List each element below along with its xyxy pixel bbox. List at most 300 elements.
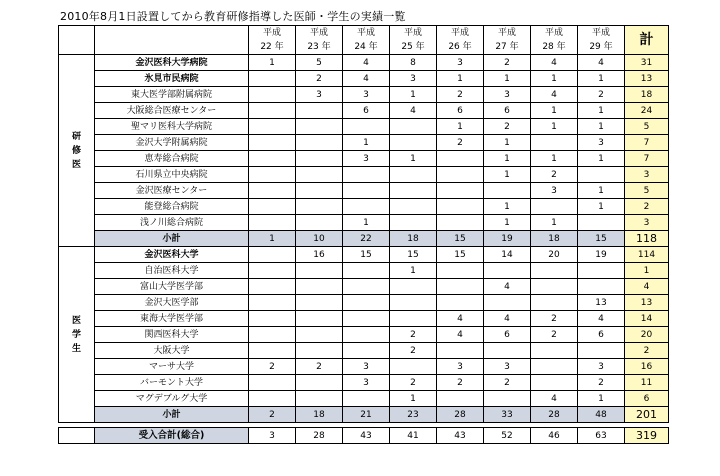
value-cell	[249, 167, 296, 183]
institution-name: 富山大学医学部	[95, 279, 249, 295]
institution-name: 東大医学部附属病院	[95, 87, 249, 103]
value-cell: 20	[531, 247, 578, 263]
value-cell	[296, 327, 343, 343]
table-row	[59, 215, 669, 231]
year-era-label: 平成	[497, 28, 516, 38]
subtotal-value-cell: 28	[531, 407, 578, 423]
year-header	[343, 26, 390, 55]
row-total-cell: 24	[625, 103, 669, 119]
value-cell	[249, 375, 296, 391]
row-total-cell: 31	[625, 55, 669, 71]
value-cell: 1	[531, 119, 578, 135]
year-era-label: 平成	[591, 28, 610, 38]
value-cell: 4	[437, 311, 484, 327]
subtotal-value-cell: 19	[484, 231, 531, 247]
grand-total-value-cell: 46	[531, 428, 578, 444]
grand-total-value-cell: 41	[390, 428, 437, 444]
subtotal-row	[59, 231, 669, 247]
value-cell: 1	[531, 71, 578, 87]
year-number-label: 27 年	[495, 42, 519, 52]
row-total-cell: 114	[625, 247, 669, 263]
value-cell	[531, 375, 578, 391]
year-number-label: 24 年	[354, 42, 378, 52]
year-header	[484, 26, 531, 55]
grand-total-value-cell: 43	[437, 428, 484, 444]
value-cell: 1	[343, 135, 390, 151]
subtotal-total-cell: 118	[625, 231, 669, 247]
institution-name: 金沢医療センター	[95, 183, 249, 199]
value-cell: 2	[390, 375, 437, 391]
table-row	[59, 263, 669, 279]
group-label-char: 学	[71, 329, 81, 340]
institution-name: 氷見市民病院	[95, 71, 249, 87]
header-row	[59, 26, 669, 55]
value-cell	[249, 295, 296, 311]
table-row	[59, 199, 669, 215]
subtotal-value-cell: 22	[343, 231, 390, 247]
subtotal-value-cell: 10	[296, 231, 343, 247]
group-label	[59, 247, 95, 423]
value-cell: 1	[484, 199, 531, 215]
value-cell	[390, 135, 437, 151]
value-cell: 1	[343, 215, 390, 231]
grand-total-label: 受入合計(総合)	[95, 428, 249, 444]
subtotal-value-cell: 18	[390, 231, 437, 247]
row-total-cell: 7	[625, 135, 669, 151]
value-cell	[249, 183, 296, 199]
institution-name: 聖マリ医科大学病院	[95, 119, 249, 135]
value-cell	[484, 295, 531, 311]
grand-total-blank	[59, 428, 95, 444]
institution-name: 金沢医科大学病院	[95, 55, 249, 71]
institution-name: 大阪大学	[95, 343, 249, 359]
row-total-cell: 5	[625, 119, 669, 135]
value-cell	[578, 263, 625, 279]
table-row	[59, 247, 669, 263]
value-cell: 3	[343, 375, 390, 391]
year-number-label: 29 年	[589, 42, 613, 52]
value-cell: 2	[531, 327, 578, 343]
row-total-cell: 18	[625, 87, 669, 103]
value-cell	[249, 327, 296, 343]
institution-name: 金沢大学附属病院	[95, 135, 249, 151]
row-total-cell: 11	[625, 375, 669, 391]
value-cell	[390, 119, 437, 135]
year-header	[296, 26, 343, 55]
value-cell	[437, 167, 484, 183]
value-cell	[390, 167, 437, 183]
value-cell	[343, 327, 390, 343]
value-cell: 1	[484, 135, 531, 151]
subtotal-value-cell: 15	[578, 231, 625, 247]
value-cell	[343, 183, 390, 199]
value-cell	[437, 199, 484, 215]
value-cell: 1	[531, 215, 578, 231]
row-total-cell: 1	[625, 263, 669, 279]
table-row	[59, 295, 669, 311]
value-cell: 6	[484, 103, 531, 119]
value-cell	[531, 279, 578, 295]
value-cell: 1	[390, 87, 437, 103]
header-blank	[59, 26, 95, 55]
value-cell	[249, 71, 296, 87]
value-cell	[296, 199, 343, 215]
table-row	[59, 167, 669, 183]
subtotal-value-cell: 18	[531, 231, 578, 247]
row-total-cell: 16	[625, 359, 669, 375]
page-title: 2010年8月1日設置してから教育研修指導した医師・学生の実績一覧	[60, 10, 406, 23]
value-cell: 2	[437, 87, 484, 103]
institution-name: マーサ大学	[95, 359, 249, 375]
value-cell: 3	[390, 71, 437, 87]
value-cell: 3	[437, 359, 484, 375]
value-cell: 3	[484, 87, 531, 103]
value-cell: 4	[437, 327, 484, 343]
institution-name: 金沢医科大学	[95, 247, 249, 263]
group-label-char: 修	[71, 145, 81, 156]
value-cell: 3	[343, 151, 390, 167]
table-row	[59, 87, 669, 103]
value-cell	[249, 311, 296, 327]
row-total-cell: 20	[625, 327, 669, 343]
value-cell: 1	[531, 103, 578, 119]
value-cell	[484, 263, 531, 279]
grand-total-value-cell: 52	[484, 428, 531, 444]
value-cell	[249, 199, 296, 215]
grand-total-value-cell: 28	[296, 428, 343, 444]
value-cell	[531, 343, 578, 359]
value-cell	[296, 391, 343, 407]
value-cell: 2	[531, 167, 578, 183]
group-label-char: 医	[71, 159, 81, 170]
value-cell: 6	[437, 103, 484, 119]
value-cell	[296, 263, 343, 279]
value-cell: 1	[484, 167, 531, 183]
row-total-cell: 2	[625, 343, 669, 359]
year-era-label: 平成	[309, 28, 328, 38]
subtotal-row	[59, 407, 669, 423]
value-cell	[343, 199, 390, 215]
value-cell	[249, 119, 296, 135]
value-cell	[249, 87, 296, 103]
subtotal-value-cell: 33	[484, 407, 531, 423]
value-cell	[390, 295, 437, 311]
table-row	[59, 391, 669, 407]
subtotal-value-cell: 18	[296, 407, 343, 423]
grand-total-value-cell: 3	[249, 428, 296, 444]
year-number-label: 25 年	[401, 42, 425, 52]
row-total-cell: 2	[625, 199, 669, 215]
value-cell	[390, 359, 437, 375]
value-cell	[296, 375, 343, 391]
row-total-cell: 13	[625, 71, 669, 87]
value-cell: 2	[437, 375, 484, 391]
subtotal-value-cell: 28	[437, 407, 484, 423]
value-cell: 3	[343, 359, 390, 375]
value-cell: 2	[249, 359, 296, 375]
value-cell	[531, 199, 578, 215]
subtotal-value-cell: 15	[437, 231, 484, 247]
value-cell	[437, 263, 484, 279]
value-cell: 4	[578, 311, 625, 327]
row-total-cell: 5	[625, 183, 669, 199]
row-total-cell: 13	[625, 295, 669, 311]
value-cell	[343, 391, 390, 407]
value-cell	[249, 279, 296, 295]
year-era-label: 平成	[450, 28, 469, 38]
value-cell	[249, 247, 296, 263]
value-cell	[249, 135, 296, 151]
value-cell	[343, 343, 390, 359]
value-cell: 3	[531, 183, 578, 199]
value-cell: 2	[531, 311, 578, 327]
value-cell	[296, 183, 343, 199]
value-cell: 4	[390, 103, 437, 119]
value-cell: 1	[437, 119, 484, 135]
value-cell	[484, 391, 531, 407]
value-cell: 1	[437, 71, 484, 87]
institution-name: 恵寿総合病院	[95, 151, 249, 167]
subtotal-total-cell: 201	[625, 407, 669, 423]
table-row	[59, 103, 669, 119]
value-cell: 2	[484, 119, 531, 135]
year-era-label: 平成	[403, 28, 422, 38]
year-header	[578, 26, 625, 55]
subtotal-value-cell: 23	[390, 407, 437, 423]
value-cell	[437, 295, 484, 311]
value-cell	[296, 311, 343, 327]
value-cell: 1	[390, 263, 437, 279]
value-cell: 2	[390, 343, 437, 359]
institution-name: 石川県立中央病院	[95, 167, 249, 183]
value-cell	[531, 135, 578, 151]
value-cell: 1	[484, 215, 531, 231]
group-label-char: 医	[71, 315, 81, 326]
value-cell	[296, 119, 343, 135]
group-label	[59, 55, 95, 247]
value-cell: 15	[437, 247, 484, 263]
value-cell: 2	[578, 375, 625, 391]
value-cell: 4	[531, 55, 578, 71]
value-cell: 4	[531, 87, 578, 103]
value-cell	[578, 343, 625, 359]
value-cell	[437, 279, 484, 295]
value-cell	[437, 151, 484, 167]
group-label-char: 研	[71, 131, 81, 142]
value-cell: 2	[484, 375, 531, 391]
grand-total-row	[59, 428, 669, 444]
value-cell: 1	[484, 71, 531, 87]
value-cell	[578, 167, 625, 183]
subtotal-value-cell: 2	[249, 407, 296, 423]
value-cell: 1	[531, 151, 578, 167]
value-cell: 2	[296, 71, 343, 87]
row-total-cell: 3	[625, 167, 669, 183]
table-row	[59, 279, 669, 295]
subtotal-label: 小計	[95, 407, 249, 423]
value-cell	[531, 359, 578, 375]
value-cell: 3	[437, 55, 484, 71]
value-cell	[249, 343, 296, 359]
value-cell: 3	[578, 359, 625, 375]
value-cell	[343, 295, 390, 311]
value-cell: 2	[578, 87, 625, 103]
value-cell: 1	[249, 55, 296, 71]
value-cell: 4	[578, 55, 625, 71]
value-cell: 1	[484, 151, 531, 167]
grand-total-cell: 319	[625, 428, 669, 444]
value-cell: 6	[578, 327, 625, 343]
table-row	[59, 151, 669, 167]
value-cell: 4	[343, 71, 390, 87]
value-cell	[531, 263, 578, 279]
value-cell	[343, 167, 390, 183]
year-header	[437, 26, 484, 55]
value-cell	[296, 279, 343, 295]
value-cell: 15	[390, 247, 437, 263]
table-row	[59, 135, 669, 151]
value-cell: 1	[390, 151, 437, 167]
value-cell	[343, 263, 390, 279]
row-total-cell: 7	[625, 151, 669, 167]
results-table	[58, 25, 669, 444]
value-cell	[437, 183, 484, 199]
value-cell: 3	[578, 135, 625, 151]
value-cell: 4	[531, 391, 578, 407]
year-number-label: 22 年	[260, 42, 284, 52]
value-cell	[390, 199, 437, 215]
institution-name: 関西医科大学	[95, 327, 249, 343]
subtotal-value-cell: 1	[249, 231, 296, 247]
year-number-label: 28 年	[542, 42, 566, 52]
institution-name: 金沢大医学部	[95, 295, 249, 311]
year-era-label: 平成	[262, 28, 281, 38]
value-cell: 2	[484, 55, 531, 71]
value-cell	[343, 311, 390, 327]
value-cell	[343, 119, 390, 135]
value-cell: 15	[343, 247, 390, 263]
value-cell: 3	[484, 359, 531, 375]
value-cell: 1	[390, 391, 437, 407]
value-cell	[390, 215, 437, 231]
value-cell: 8	[390, 55, 437, 71]
value-cell: 4	[484, 311, 531, 327]
value-cell: 6	[343, 103, 390, 119]
value-cell: 13	[578, 295, 625, 311]
value-cell: 3	[343, 87, 390, 103]
table-row	[59, 375, 669, 391]
value-cell: 1	[578, 151, 625, 167]
subtotal-label: 小計	[95, 231, 249, 247]
value-cell	[296, 103, 343, 119]
value-cell: 1	[578, 199, 625, 215]
year-era-label: 平成	[356, 28, 375, 38]
value-cell	[484, 343, 531, 359]
total-header: 計	[625, 26, 669, 55]
table-row	[59, 119, 669, 135]
value-cell: 14	[484, 247, 531, 263]
value-cell	[437, 215, 484, 231]
table-row	[59, 71, 669, 87]
table-row	[59, 343, 669, 359]
header-blank	[95, 26, 249, 55]
value-cell: 1	[578, 183, 625, 199]
value-cell	[578, 279, 625, 295]
value-cell	[390, 183, 437, 199]
year-header	[531, 26, 578, 55]
table-row	[59, 183, 669, 199]
value-cell	[437, 391, 484, 407]
value-cell: 2	[390, 327, 437, 343]
value-cell	[296, 167, 343, 183]
year-number-label: 26 年	[448, 42, 472, 52]
value-cell: 1	[578, 71, 625, 87]
value-cell	[296, 343, 343, 359]
table-row	[59, 359, 669, 375]
value-cell: 1	[578, 391, 625, 407]
institution-name: 浅ノ川総合病院	[95, 215, 249, 231]
grand-total-value-cell: 43	[343, 428, 390, 444]
value-cell	[531, 295, 578, 311]
row-total-cell: 3	[625, 215, 669, 231]
institution-name: 自治医科大学	[95, 263, 249, 279]
value-cell: 2	[437, 135, 484, 151]
value-cell	[249, 103, 296, 119]
subtotal-value-cell: 48	[578, 407, 625, 423]
value-cell	[578, 215, 625, 231]
year-era-label: 平成	[544, 28, 563, 38]
value-cell: 1	[578, 103, 625, 119]
value-cell: 1	[578, 119, 625, 135]
value-cell: 3	[296, 87, 343, 103]
value-cell	[390, 311, 437, 327]
value-cell	[296, 215, 343, 231]
subtotal-value-cell: 21	[343, 407, 390, 423]
institution-name: マグデブルグ大学	[95, 391, 249, 407]
row-total-cell: 4	[625, 279, 669, 295]
table-row	[59, 327, 669, 343]
value-cell: 16	[296, 247, 343, 263]
value-cell	[249, 263, 296, 279]
value-cell	[296, 151, 343, 167]
row-total-cell: 6	[625, 391, 669, 407]
year-header	[390, 26, 437, 55]
value-cell	[249, 215, 296, 231]
value-cell	[390, 279, 437, 295]
table-row	[59, 55, 669, 71]
value-cell	[296, 135, 343, 151]
institution-name: バーモント大学	[95, 375, 249, 391]
value-cell	[249, 391, 296, 407]
institution-name: 東海大学医学部	[95, 311, 249, 327]
value-cell: 6	[484, 327, 531, 343]
value-cell	[343, 279, 390, 295]
value-cell: 5	[296, 55, 343, 71]
value-cell	[484, 183, 531, 199]
year-header	[249, 26, 296, 55]
value-cell	[249, 151, 296, 167]
group-label-char: 生	[71, 343, 81, 354]
year-number-label: 23 年	[307, 42, 331, 52]
value-cell: 4	[343, 55, 390, 71]
value-cell: 2	[296, 359, 343, 375]
value-cell: 4	[484, 279, 531, 295]
institution-name: 能登総合病院	[95, 199, 249, 215]
table-row	[59, 311, 669, 327]
row-total-cell: 14	[625, 311, 669, 327]
value-cell	[437, 343, 484, 359]
value-cell: 19	[578, 247, 625, 263]
